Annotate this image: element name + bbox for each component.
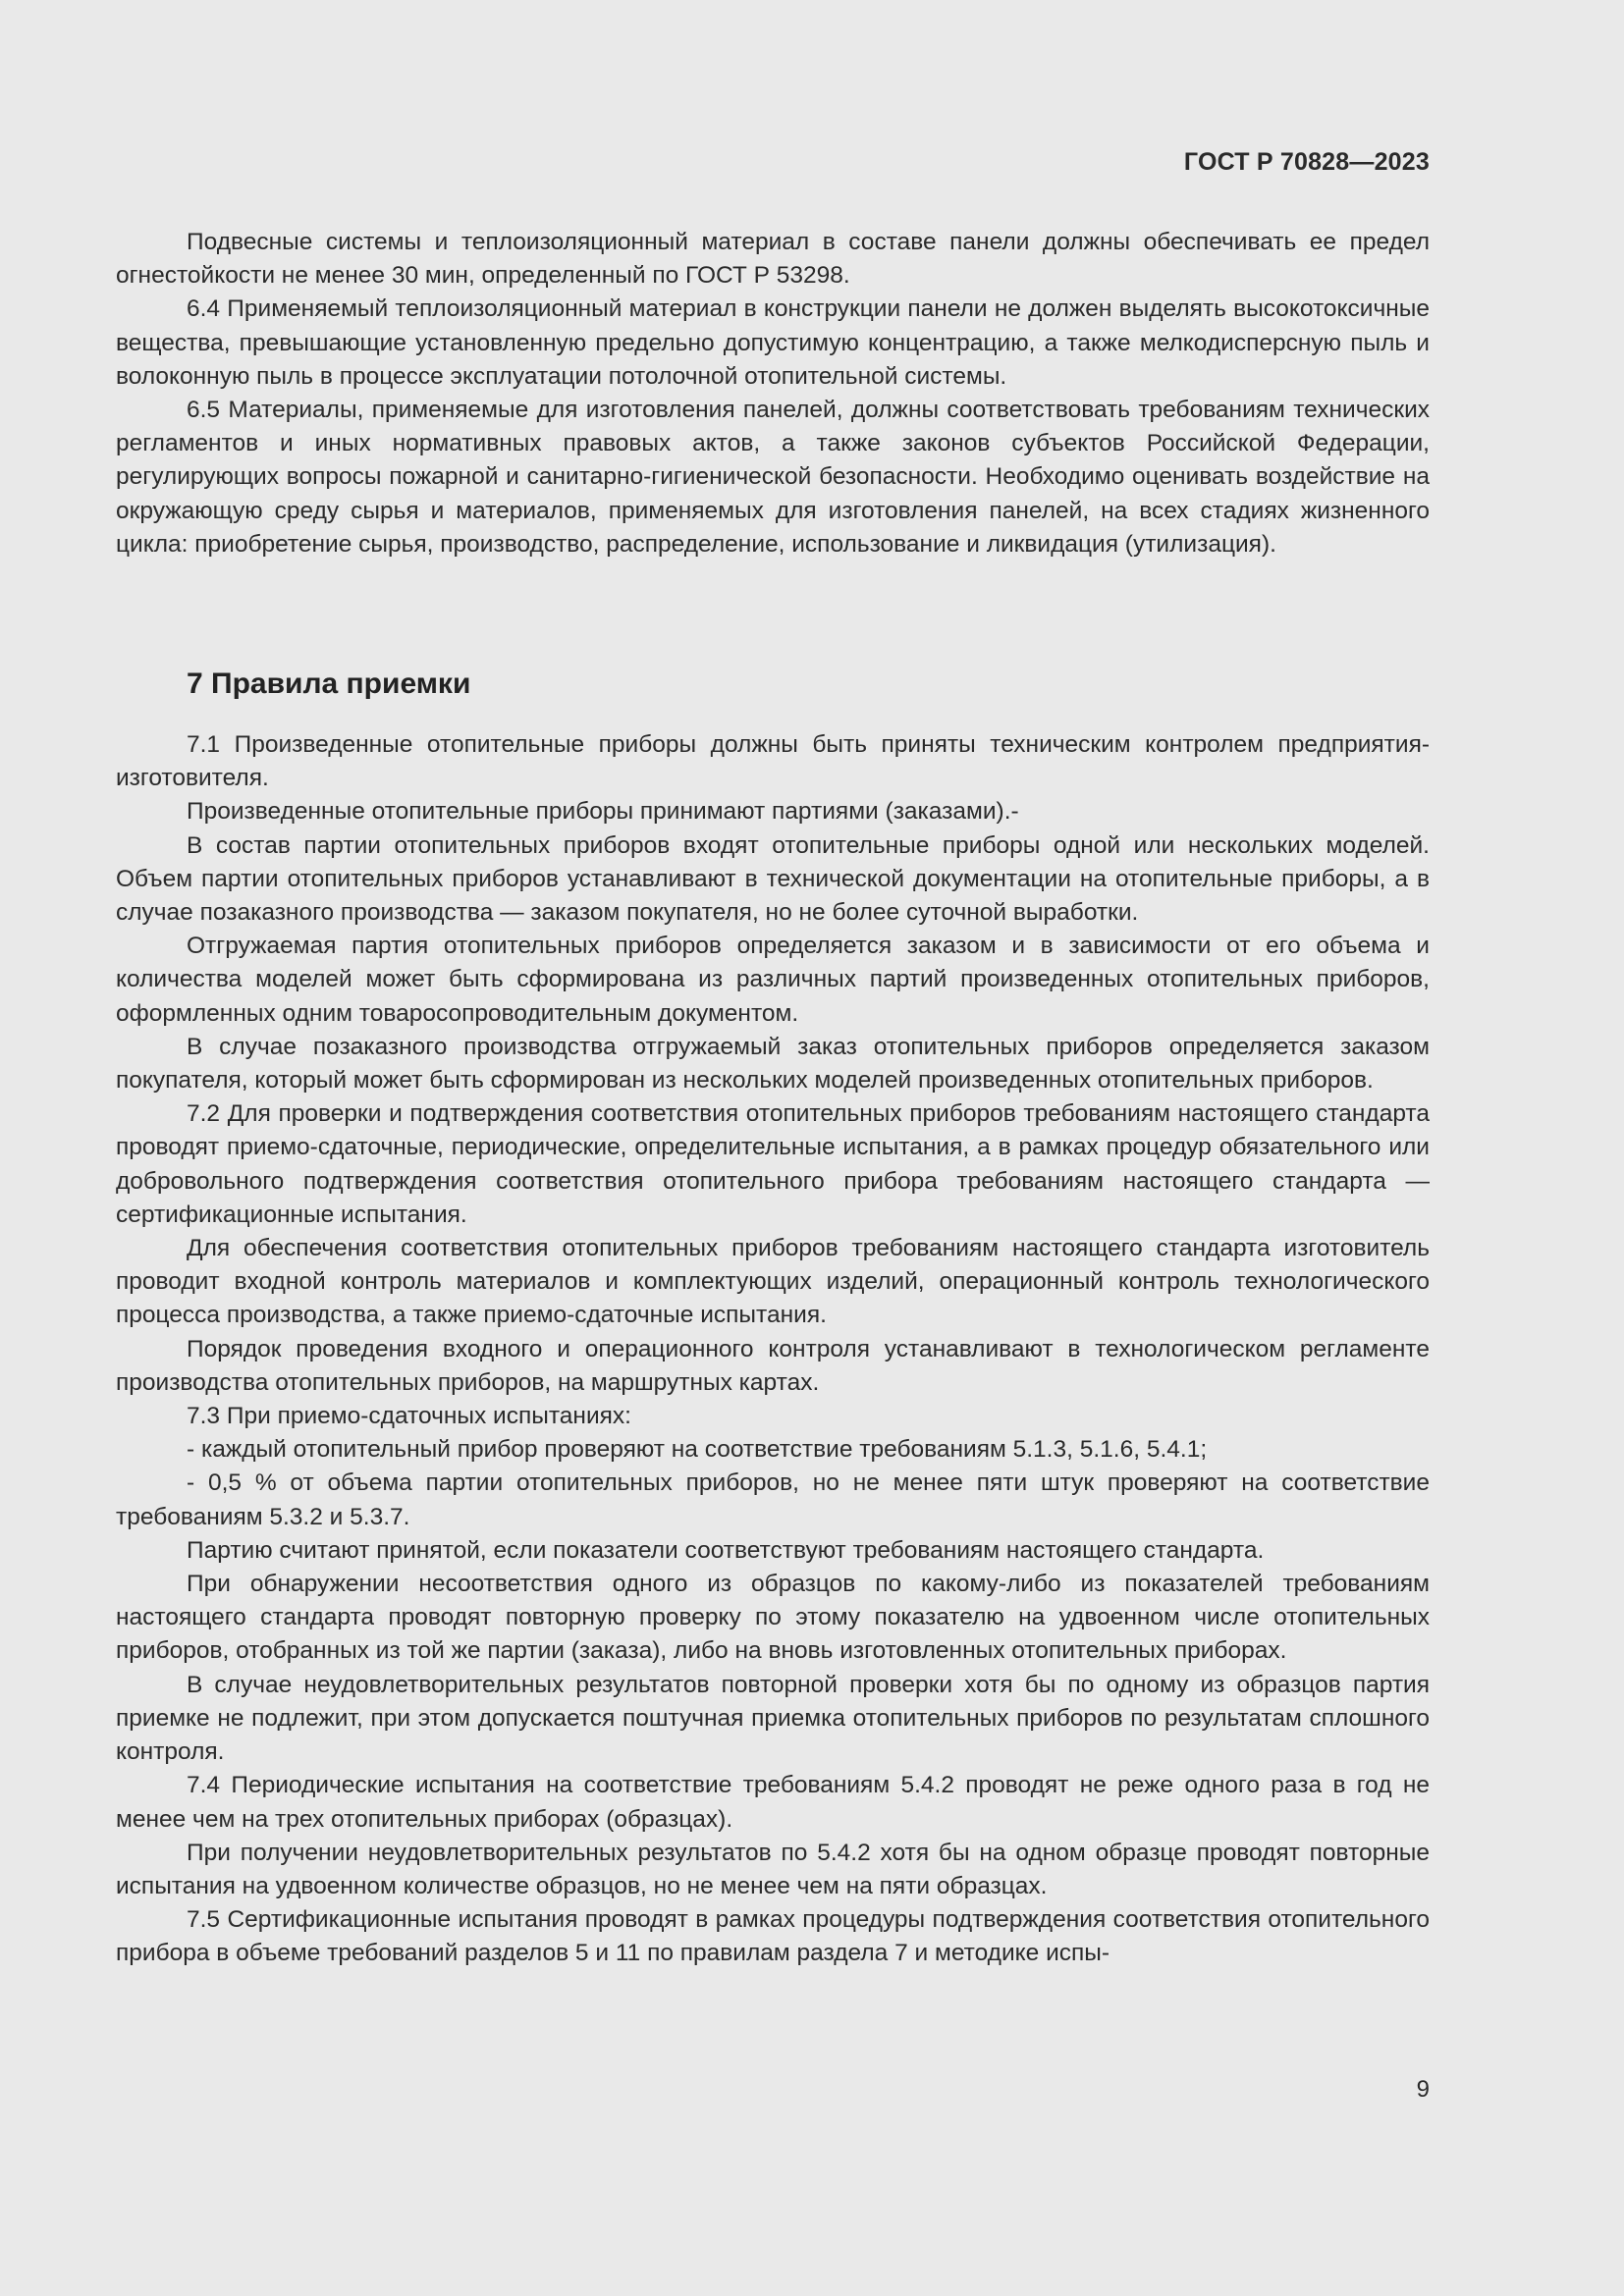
paragraph: Для обеспечения соответствия отопительных приборов требованиям настоящего стандарта изготовитель проводит входной контроль материалов и комплектующих изделий, операционный контроль технологического процесса производства, а также приемо-сдаточные испытания. [116, 1235, 1430, 1329]
paragraph-6-4: 6.4 Применяемый теплоизоляционный материал в конструкции панели не должен выделять высокотоксичные вещества, превышающие установленную предельно допустимую концентрацию, а также мелкодисперсную пыль и волоконную пыль в процессе эксплуатации потолочной отопительной системы. [116, 295, 1430, 390]
paragraph-7-5: 7.5 Сертификационные испытания проводят в рамках процедуры подтверждения соответствия отопительного прибора в объеме требований разделов 5 и 11 по правилам раздела 7 и методике испы- [116, 1906, 1430, 1967]
paragraph-7-3: 7.3 При приемо-сдаточных испытаниях: [187, 1403, 631, 1430]
paragraph: При обнаружении несоответствия одного из образцов по какому-либо из показателей требованиям настоящего стандарта проводят повторную проверку по этому показателю на удвоенном числе отопительных приборов, отобранных из той же партии (заказа), либо на вновь изготовленных отопительных приборах. [116, 1571, 1430, 1665]
document-page [116, 0, 1430, 2296]
section-7-text [116, 728, 1430, 1971]
paragraph-6-5: 6.5 Материалы, применяемые для изготовления панелей, должны соответствовать требованиям технических регламентов и иных нормативных правовых актов, а также законов субъектов Российской Федерации, регулирующих вопросы пожарной и санитарно-гигиенической безопасности. Необходимо оценивать воздействие на окружающую среду сырья и материалов, применяемых для изготовления панелей, на всех стадиях жизненного цикла: приобретение сырья, производство, распределение, использование и ликвидация (утилизация). [116, 397, 1430, 558]
document-code-header: ГОСТ Р 70828—2023 [1183, 148, 1430, 176]
paragraph: В случае неудовлетворительных результатов повторной проверки хотя бы по одному из образцов партия приемке не подлежит, при этом допускается поштучная приемка отопительных приборов по результатам сплошного контроля. [116, 1671, 1430, 1766]
paragraph: Произведенные отопительные приборы принимают партиями (заказами).- [187, 798, 1019, 826]
section-7-heading: 7 Правила приемки [187, 667, 471, 700]
paragraph-7-4: 7.4 Периодические испытания на соответствие требованиям 5.4.2 проводят не реже одного раза в год не менее чем на трех отопительных приборах (образцах). [116, 1772, 1430, 1833]
page-number: 9 [1416, 2076, 1430, 2103]
paragraph: Партию считают принятой, если показатели соответствуют требованиям настоящего стандарта. [187, 1536, 1265, 1564]
paragraph: Порядок проведения входного и операционного контроля устанавливают в технологическом регламенте производства отопительных приборов, на маршрутных картах. [116, 1335, 1430, 1396]
paragraph-7-2: 7.2 Для проверки и подтверждения соответствия отопительных приборов требованиям настоящего стандарта проводят приемо-сдаточные, периодические, определительные испытания, а в рамках процедур обязательного или добровольного подтверждения соответствия отопительного прибора требованиям настоящего стандарта — сертификационные испытания. [116, 1100, 1430, 1228]
paragraph: В состав партии отопительных приборов входят отопительные приборы одной или нескольких моделей. Объем партии отопительных приборов устанавливают в технической документации на отопительные приборы, а в случае позаказного производства — заказом покупателя, но не более суточной выработки. [116, 831, 1430, 927]
paragraph: При получении неудовлетворительных результатов по 5.4.2 хотя бы на одном образце проводят повторные испытания на удвоенном количестве образцов, но не менее чем на пяти образцах. [116, 1839, 1430, 1899]
section-6-text [116, 226, 1430, 561]
paragraph-7-1: 7.1 Произведенные отопительные приборы должны быть приняты техническим контролем предприятия-изготовителя. [116, 731, 1430, 792]
paragraph: Подвесные системы и теплоизоляционный материал в составе панели должны обеспечивать ее предел огнестойкости не менее 30 мин, определенный по ГОСТ Р 53298. [116, 229, 1430, 290]
paragraph: Отгружаемая партия отопительных приборов определяется заказом и в зависимости от его объема и количества моделей может быть сформирована из различных партий произведенных отопительных приборов, оформленных одним товаросопроводительным документом. [116, 933, 1430, 1027]
list-item: - 0,5 % от объема партии отопительных приборов, но не менее пяти штук проверяют на соответствие требованиям 5.3.2 и 5.3.7. [116, 1469, 1430, 1530]
paragraph: В случае позаказного производства отгружаемый заказ отопительных приборов определяется заказом покупателя, который может быть сформирован из нескольких моделей произведенных отопительных приборов. [116, 1033, 1430, 1095]
list-item: - каждый отопительный прибор проверяют на соответствие требованиям 5.1.3, 5.1.6, 5.4.1; [187, 1436, 1208, 1464]
